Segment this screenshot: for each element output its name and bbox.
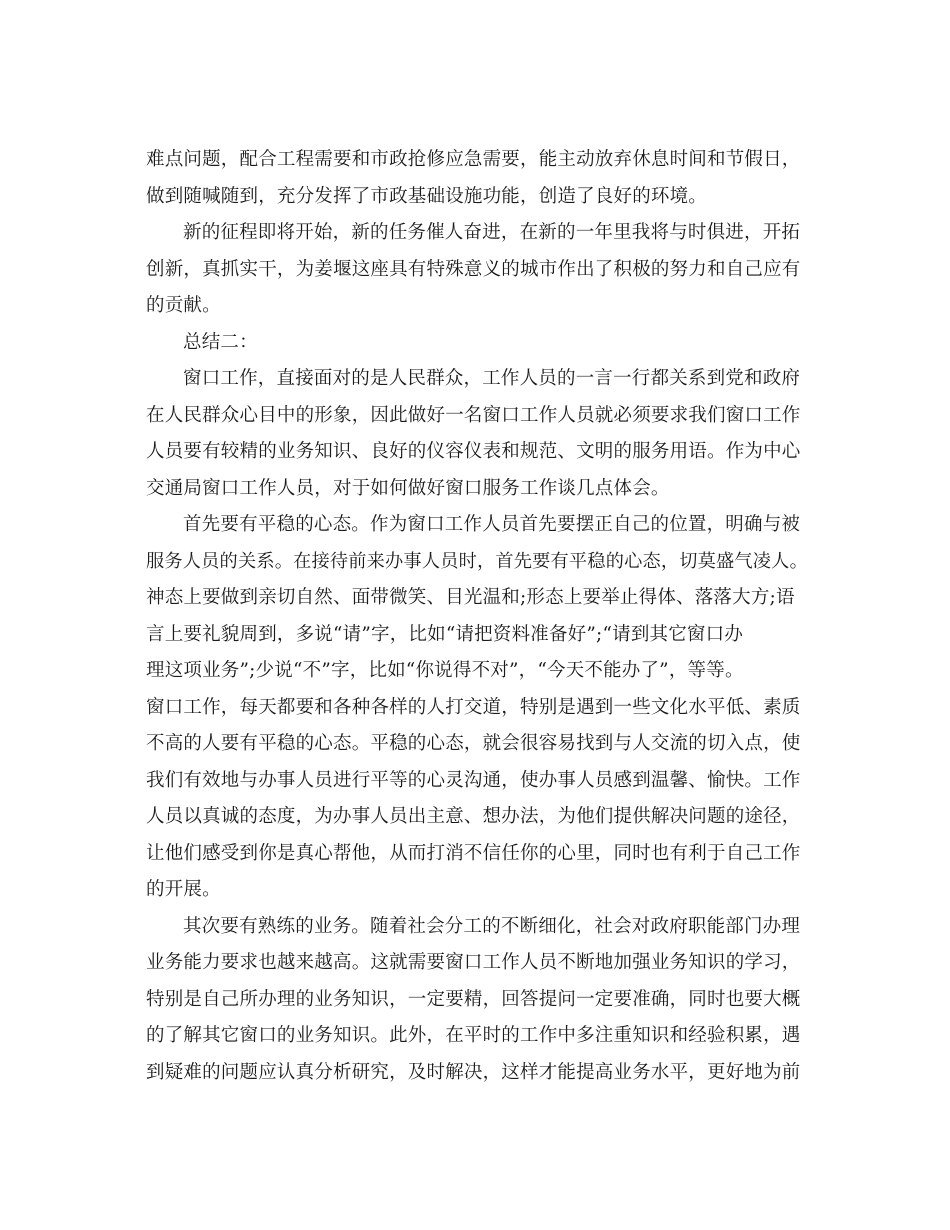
text-line: 不高的人要有平稳的心态。平稳的心态，就会很容易找到与人交流的切入点，使 (146, 733, 801, 754)
text-line: 其次要有熟练的业务。随着社会分工的不断细化，社会对政府职能部门办理 (183, 915, 801, 937)
text-line: 业务能力要求也越来越高。这就需要窗口工作人员不断地加强业务知识的学习， (146, 952, 801, 973)
text-line: 做到随喊随到，充分发挥了市政基础设施功能，创造了良好的环境。 (146, 185, 708, 207)
text-line: 言上要礼貌周到，多说“请”字，比如“请把资料准备好”;“请到其它窗口办 (146, 623, 744, 645)
text-line: 总结二： (183, 331, 258, 353)
text-line: 人员以真诚的态度，为办事人员出主意、想办法，为他们提供解决问题的途径， (146, 806, 801, 827)
text-line: 的开展。 (146, 879, 221, 900)
text-line: 难点问题，配合工程需要和市政抢修应急需要，能主动放弃休息时间和节假日， (146, 149, 801, 170)
text-line: 首先要有平稳的心态。作为窗口工作人员首先要摆正自己的位置，明确与被 (183, 514, 801, 535)
text-line: 创新，真抓实干，为姜堰这座具有特殊意义的城市作出了积极的努力和自己应有 (146, 258, 801, 280)
text-line: 的贡献。 (146, 295, 221, 316)
text-line: 服务人员的关系。在接待前来办事人员时，首先要有平稳的心态，切莫盛气凌人。 (146, 550, 808, 572)
text-line: 神态上要做到亲切自然、面带微笑、目光温和;形态上要举止得体、落落大方;语 (146, 587, 795, 608)
text-line: 特别是自己所办理的业务知识，一定要精，回答提问一定要准确，同时也要大概 (146, 988, 801, 1010)
text-line: 我们有效地与办事人员进行平等的心灵沟通，使办事人员感到温馨、愉快。工作 (146, 769, 801, 791)
text-line: 窗口工作，直接面对的是人民群众，工作人员的一言一行都关系到党和政府 (183, 368, 801, 389)
text-line: 人员要有较精的业务知识、良好的仪容仪表和规范、文明的服务用语。作为中心 (146, 441, 801, 462)
text-line: 让他们感受到你是真心帮他，从而打消不信任你的心里，同时也有利于自己工作 (146, 842, 801, 864)
text-line: 交通局窗口工作人员，对于如何做好窗口服务工作谈几点体会。 (146, 477, 670, 499)
text-line: 到疑难的问题应认真分析研究，及时解决，这样才能提高业务水平，更好地为前 (146, 1061, 801, 1083)
text-line: 的了解其它窗口的业务知识。此外，在平时的工作中多注重知识和经验积累，遇 (146, 1025, 801, 1046)
text-line: 在人民群众心目中的形象，因此做好一名窗口工作人员就必须要求我们窗口工作 (146, 404, 801, 426)
text-line: 窗口工作，每天都要和各种各样的人打交道，特别是遇到一些文化水平低、素质 (146, 696, 801, 718)
text-line: 新的征程即将开始，新的任务催人奋进，在新的一年里我将与时俱进，开拓 (183, 222, 801, 243)
document-body (146, 142, 808, 1091)
text-line: 理这项业务”;少说“不”字，比如“你说得不对”，“今天不能办了”，等等。 (146, 660, 744, 681)
